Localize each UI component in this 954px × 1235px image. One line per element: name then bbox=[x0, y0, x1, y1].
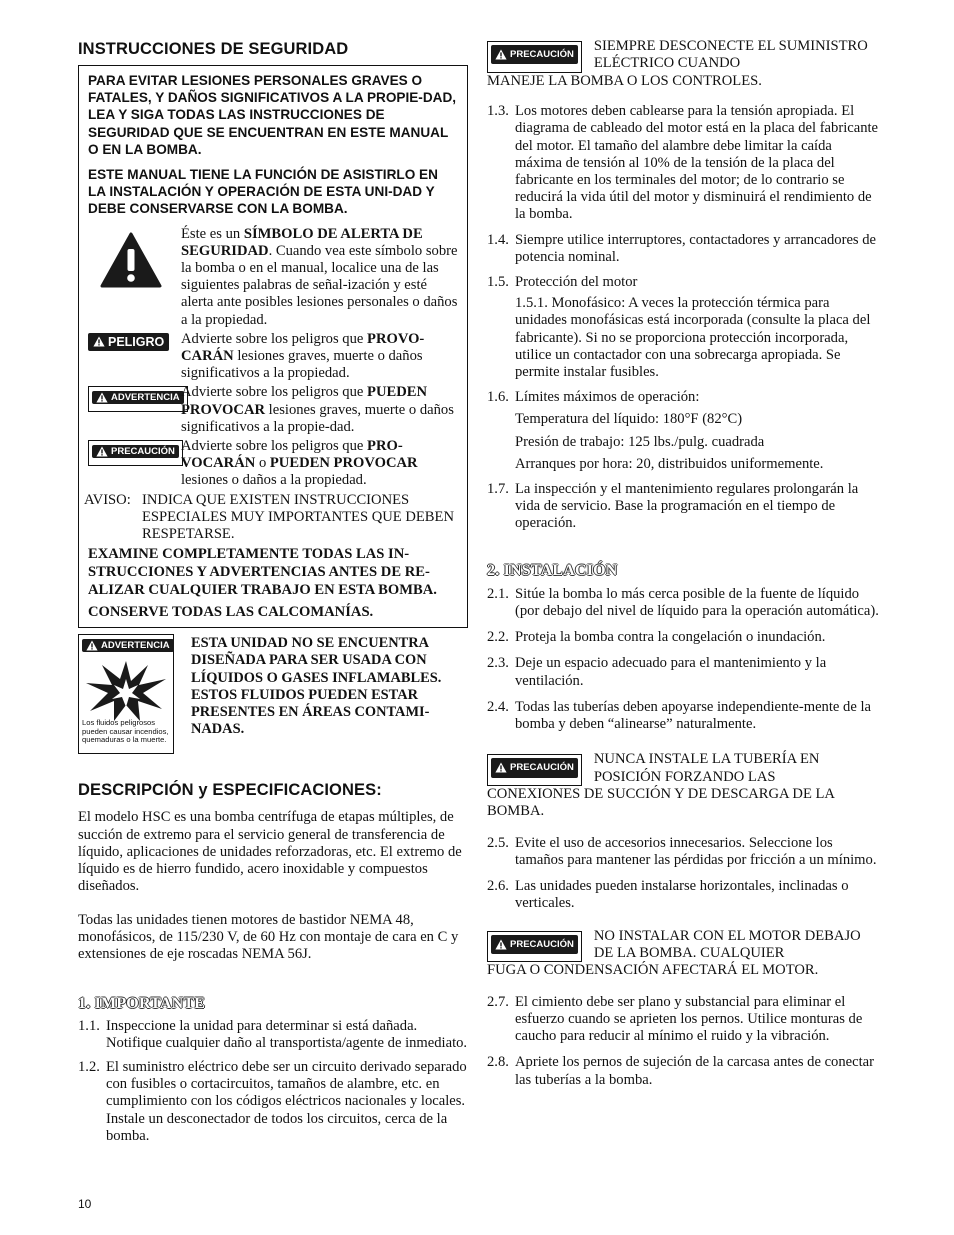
list-item: 1.7. La inspección y el mantenimiento regulares prolongarán la vida de servicio. Base la programación en el tiempo de operación. bbox=[487, 481, 859, 532]
limit-temperature: Temperatura del líquido: 180°F (82°C) bbox=[515, 411, 743, 428]
warning-triangle-icon bbox=[495, 939, 507, 950]
list-item: 1.3. Los motores deben cablearse para la tensión apropiada. El diagrama de cableado del motor está en la placa del fabricante del motor. El tamaño del alambre debe limitar la caída máxima de tensión al 10% de la tensión de la placa del fabricante en los terminales del motor; de lo contrario se reducirá la vida útil del motor y disminuirá el rendimiento de la bomba. bbox=[487, 103, 879, 223]
description-paragraph-1: El modelo HSC es una bomba centrífuga de etapas múltiples, de succión de extremo para el servicio general de transferencia de líquido, aplicaciones de unidades reforzadoras, etc. El extremo de líquido es de hierro fundido, acero inoxidable y compuestos diseñados. bbox=[78, 809, 462, 895]
limit-pressure: Presión de trabajo: 125 lbs./pulg. cuadrada bbox=[515, 433, 765, 450]
list-item: 1.2. El suministro eléctrico debe ser un circuito derivado separado con fusibles o cortacircuitos, tamaños de alambre, etc. en cumplimiento con los códigos eléctricos nacionales y locales. Instale un desconectador de todos los circuitos, cerca de la bomba. bbox=[78, 1059, 467, 1144]
safety-symbol-row bbox=[88, 226, 458, 329]
list-item: 1.4. Siempre utilice interruptores, contactadores y arrancadores de potencia nominal. bbox=[487, 231, 877, 265]
warning-triangle-icon bbox=[495, 762, 507, 773]
list-item: 1.1. Inspeccione la unidad para determinar si está dañada. Notifique cualquier daño al transportista/agente de inmediato. bbox=[78, 1017, 468, 1051]
safety-title: INSTRUCCIONES DE SEGURIDAD bbox=[78, 40, 349, 58]
precaucion-row bbox=[88, 438, 458, 490]
list-item: 2.3. Deje un espacio adecuado para el mantenimiento y la ventilación. bbox=[487, 655, 827, 689]
instalacion-heading: 2. INSTALACIÓN bbox=[487, 561, 618, 579]
precaucion-badge: PRECAUCIÓN bbox=[491, 45, 578, 64]
caution-disconnect: PRECAUCIÓN SIEMPRE DESCONECTE EL SUMINISTRO ELÉCTRICO CUANDO MANEJE LA BOMBA O LOS CONTROLES. bbox=[487, 38, 868, 89]
caution-piping: PRECAUCIÓN NUNCA INSTALE LA TUBERÍA EN POSICIÓN FORZANDO LAS CONEXIONES DE SUCCIÓN Y DE DESCARGA DE LA BOMBA. bbox=[487, 751, 835, 820]
importante-heading: 1. IMPORTANTE bbox=[78, 994, 206, 1012]
warning-triangle-icon bbox=[96, 446, 108, 457]
explosion-icon bbox=[82, 657, 170, 723]
safety-symbol-text: Éste es un SÍMBOLO DE ALERTA DE SEGURIDAD. Cuando vea este símbolo sobre la bomba o en el manual, localice una de las siguientes palabras de señal-ización y esté alerta ante posibles lesiones personales o daños a la propiedad. bbox=[181, 225, 458, 328]
peligro-row bbox=[88, 331, 458, 383]
peligro-text: Advierte sobre los peligros que PROVO-CARÁN lesiones graves, muerte o daños significativos a la propiedad. bbox=[181, 330, 425, 382]
flammable-text: ESTA UNIDAD NO SE ENCUENTRA DISEÑADA PARA SER USADA CON LÍQUIDOS O GASES INFLAMABLES. ESTOS FLUIDOS PUEDEN ESTAR PRESENTES EN ÁREAS CONTAMI-NADAS. bbox=[191, 635, 442, 738]
safety-intro-1: PARA EVITAR LESIONES PERSONALES GRAVES O FATALES, Y DAÑOS SIGNIFICATIVOS A LA PROPIE-DAD, LEA Y SIGA TODAS LAS INSTRUCCIONES DE SEGURIDAD QUE SE ENCUENTRAN EN ESTE MANUAL O EN LA BOMBA. bbox=[88, 73, 457, 157]
limit-starts: Arranques por hora: 20, distribuidos uniformemente. bbox=[515, 455, 824, 472]
list-item: 2.7. El cimiento debe ser plano y substancial para eliminar el esfuerzo cuando se aprieten los pernos. Utilice monturas de caucho para reducir al mínimo el ruido y la vibración. bbox=[487, 993, 863, 1045]
list-item: 2.4. Todas las tuberías deben apoyarse independiente-mente de la bomba y deben “alinearse” naturalmente. bbox=[487, 698, 871, 732]
description-paragraph-2: Todas las unidades tienen motores de bastidor NEMA 48, monofásicos, de 115/230 V, de 60 Hz con montaje de cara en C y extensiones de eje roscadas NEMA 56J. bbox=[78, 911, 459, 963]
precaucion-badge: PRECAUCIÓN bbox=[491, 935, 578, 954]
conserve-decals: CONSERVE TODAS LAS CALCOMANÍAS. bbox=[88, 604, 374, 621]
list-item: 2.8. Apriete los pernos de sujeción de la carcasa antes de conectar las tuberías a la bomba. bbox=[487, 1054, 875, 1088]
advertencia-row bbox=[88, 384, 458, 436]
right-column bbox=[487, 38, 879, 1089]
precaucion-text: Advierte sobre los peligros que PRO-VOCARÁN o PUEDEN PROVOCAR lesiones o daños a la propiedad. bbox=[181, 438, 418, 489]
left-column bbox=[78, 40, 470, 1145]
examine-instructions: EXAMINE COMPLETAMENTE TODAS LAS IN-STRUCCIONES Y ADVERTENCIAS ANTES DE RE-ALIZAR CUALQUIER TRABAJO EN ESTA BOMBA. bbox=[88, 546, 437, 599]
advertencia-text: Advierte sobre los peligros que PUEDEN PROVOCAR lesiones graves, muerte o daños significativos a la propie-dad. bbox=[181, 384, 454, 435]
list-item: 2.1. Sitúe la bomba lo más cerca posible de la fuente de líquido (por debajo del nivel de líquido para la operación automática). bbox=[487, 585, 879, 619]
warning-triangle-icon bbox=[495, 49, 507, 60]
advertencia-badge: ADVERTENCIA bbox=[92, 391, 184, 404]
list-item: 1.6. Límites máximos de operación: bbox=[487, 389, 700, 406]
flammable-warning-label bbox=[78, 634, 174, 754]
sub-item: 1.5.1. Monofásico: A veces la protección térmica para unidades monofásicas está incorporada (consulte la placa del fabricante). Si no se proporciona protección incorporada, utilice un contactador con una sobrecarga apropiada. Se permite instalar fusibles. bbox=[515, 295, 871, 381]
flammable-warning bbox=[78, 634, 470, 754]
caution-motor: PRECAUCIÓN NO INSTALAR CON EL MOTOR DEBAJO DE LA BOMBA. CUALQUIER FUGA O CONDENSACIÓN AFECTARÁ EL MOTOR. bbox=[487, 927, 861, 979]
advertencia-badge: ADVERTENCIA bbox=[82, 639, 174, 652]
list-item: 2.2. Proteja la bomba contra la congelación o inundación. bbox=[487, 629, 826, 646]
precaucion-badge: PRECAUCIÓN bbox=[491, 758, 578, 777]
list-item: 1.5. Protección del motor bbox=[487, 274, 638, 291]
aviso-note: AVISO: INDICA QUE EXISTEN INSTRUCCIONES ESPECIALES MUY IMPORTANTES QUE DEBEN RESPETARSE. bbox=[84, 491, 454, 543]
description-title: DESCRIPCIÓN y ESPECIFICACIONES: bbox=[78, 781, 382, 800]
page-number: 10 bbox=[78, 1197, 92, 1211]
warning-triangle-icon bbox=[93, 336, 105, 347]
list-item: 2.5. Evite el uso de accesorios innecesarios. Seleccione los tamaños para mantener las pérdidas por fricción a un mínimo. bbox=[487, 834, 877, 868]
precaucion-badge: PRECAUCIÓN bbox=[92, 445, 179, 458]
safety-intro-2: ESTE MANUAL TIENE LA FUNCIÓN DE ASISTIRLO EN LA INSTALACIÓN Y OPERACIÓN DE ESTA UNI-DAD Y DEBE CONSERVARSE CON LA BOMBA. bbox=[88, 167, 438, 217]
safety-box bbox=[78, 65, 468, 628]
peligro-badge: PELIGRO bbox=[88, 333, 169, 351]
safety-alert-symbol-icon bbox=[100, 232, 162, 288]
flammable-caption: Los fluidos peligrosos pueden causar incendios, quemaduras o la muerte. bbox=[82, 718, 169, 745]
warning-triangle-icon bbox=[96, 392, 108, 403]
warning-triangle-icon bbox=[86, 640, 98, 651]
list-item: 2.6. Las unidades pueden instalarse horizontales, inclinadas o verticales. bbox=[487, 878, 849, 912]
